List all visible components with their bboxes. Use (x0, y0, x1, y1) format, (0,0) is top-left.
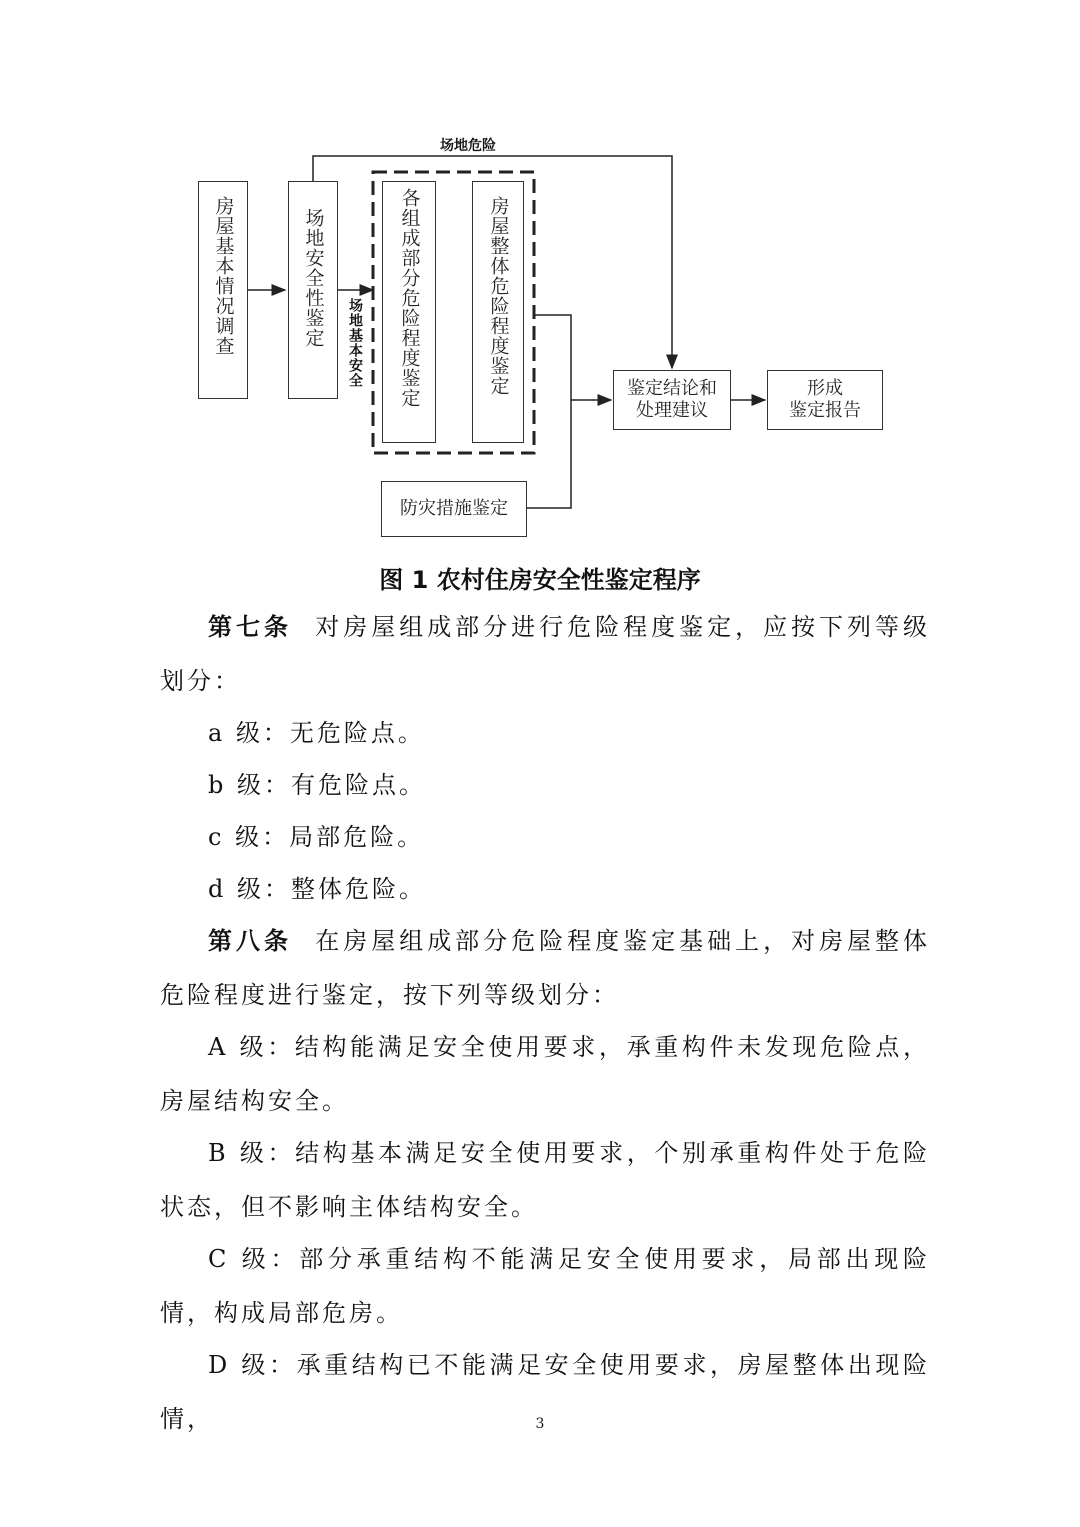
overall-box (472, 181, 524, 443)
article8-level-A: A 级：结构能满足安全使用要求，承重构件未发现危险点，房屋结构安全。 (160, 1033, 930, 1115)
article7-paragraph (160, 600, 930, 708)
article8-text: 在房屋组成部分危险程度鉴定基础上，对房屋整体危险程度进行鉴定，按下列等级划分： (160, 927, 931, 1009)
figure-caption: 图 1 农村住房安全性鉴定程序 (379, 566, 701, 594)
article7-level-b: b 级：有危险点。 (208, 771, 426, 799)
disaster-prevention-box-label: 防灾措施鉴定 (400, 497, 508, 519)
article8-level-C: C 级：部分承重结构不能满足安全使用要求，局部出现险情，构成局部危房。 (160, 1245, 930, 1327)
flowchart-connectors (0, 0, 1080, 560)
components-box-label: 各组成部分危险程度鉴定 (398, 188, 421, 408)
article8-level-B: B 级：结构基本满足安全使用要求，个别承重构件处于危险状态，但不影响主体结构安全。 (160, 1139, 930, 1221)
report-box-line2: 鉴定报告 (789, 400, 861, 421)
site-safety-box-label: 场地安全性鉴定 (302, 208, 325, 348)
flowchart (0, 0, 1080, 560)
line-overall (533, 315, 571, 400)
disaster-prevention-box (381, 481, 527, 537)
article8-level-D: D 级：承重结构已不能满足安全使用要求，房屋整体出现险情， (160, 1351, 930, 1433)
article7-level-a: a 级：无危险点。 (208, 719, 425, 747)
survey-box (198, 181, 248, 399)
report-box (767, 370, 883, 430)
article7-title: 第七条 (208, 613, 292, 641)
article8-title: 第八条 (208, 927, 292, 955)
article7-level-d: d 级：整体危险。 (208, 875, 426, 903)
article7-level-c: c 级：局部危险。 (208, 823, 425, 851)
overall-box-label: 房屋整体危险程度鉴定 (487, 196, 510, 396)
components-box (382, 181, 436, 443)
survey-box-label: 房屋基本情况调查 (212, 196, 235, 356)
site-safe-label: 场地基本安全 (347, 298, 363, 388)
page-number: 3 (535, 1416, 545, 1432)
conclusion-box-line1: 鉴定结论和 (627, 377, 717, 399)
conclusion-box-line2: 处理建议 (636, 400, 708, 421)
conclusion-box (613, 370, 731, 430)
site-danger-label: 场地危险 (440, 138, 496, 154)
article8-paragraph (160, 914, 930, 1022)
site-safety-box (288, 181, 338, 399)
report-box-line1: 形成 (807, 377, 843, 399)
article7-text: 对房屋组成部分进行危险程度鉴定，应按下列等级划分： (160, 613, 931, 695)
